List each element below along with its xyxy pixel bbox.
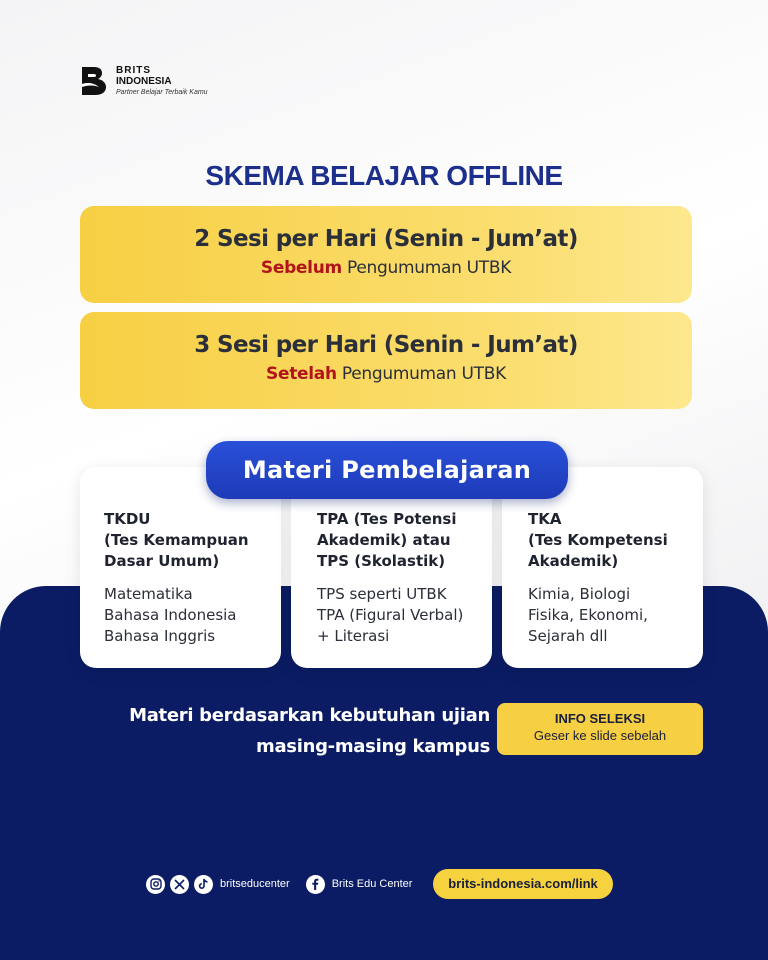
facebook-name[interactable]: Brits Edu Center <box>331 878 413 890</box>
facebook-icon[interactable] <box>306 875 325 894</box>
session-title: 2 Sesi per Hari (Senin - Jum’at) <box>194 226 578 252</box>
session-subtitle <box>80 258 692 278</box>
materi-card-body: TPS seperti UTBK TPA (Figural Verbal) + Literasi <box>317 585 464 645</box>
page-title: SKEMA BELAJAR OFFLINE <box>205 160 563 191</box>
brand-name: BRITS <box>116 65 151 76</box>
materi-card-heading: TKA (Tes Kompetensi Akademik) <box>528 510 668 570</box>
session-card <box>80 206 692 303</box>
social-handle[interactable]: britseducenter <box>220 878 290 890</box>
tiktok-icon[interactable] <box>194 875 213 894</box>
info-seleksi-button[interactable] <box>497 703 703 755</box>
session-title: 3 Sesi per Hari (Senin - Jum’at) <box>194 332 578 358</box>
brits-logo-icon <box>80 66 108 96</box>
materi-card-body: Kimia, Biologi Fisika, Ekonomi, Sejarah dll <box>528 585 648 645</box>
info-subtitle: Geser ke slide sebelah <box>533 728 667 743</box>
materi-note: Materi berdasarkan kebutuhan ujian masing-masing kampus <box>129 705 490 757</box>
materi-heading-badge: Materi Pembelajaran <box>206 441 568 499</box>
session-card <box>80 312 692 409</box>
session-highlight: Sebelum <box>260 258 342 278</box>
brand-sub: INDONESIA <box>116 76 172 87</box>
session-subtitle-rest: Pengumuman UTBK <box>336 364 506 384</box>
footer-socials <box>146 870 428 898</box>
session-highlight: Setelah <box>266 364 337 384</box>
session-subtitle-rest: Pengumuman UTBK <box>341 258 512 278</box>
brand-tagline: Partner Belajar Terbaik Kamu <box>116 89 208 96</box>
materi-card-body: Matematika Bahasa Indonesia Bahasa Inggris <box>104 585 237 645</box>
x-twitter-icon[interactable] <box>170 875 189 894</box>
materi-card-heading: TPA (Tes Potensi Akademik) atau TPS (Skolastik) <box>317 510 457 570</box>
website-link[interactable]: brits-indonesia.com/link <box>433 869 613 899</box>
brand-logo <box>80 66 208 96</box>
instagram-icon[interactable] <box>146 875 165 894</box>
materi-card-heading: TKDU (Tes Kemampuan Dasar Umum) <box>104 510 249 570</box>
info-title: INFO SELEKSI <box>554 711 646 726</box>
session-subtitle <box>80 364 692 384</box>
